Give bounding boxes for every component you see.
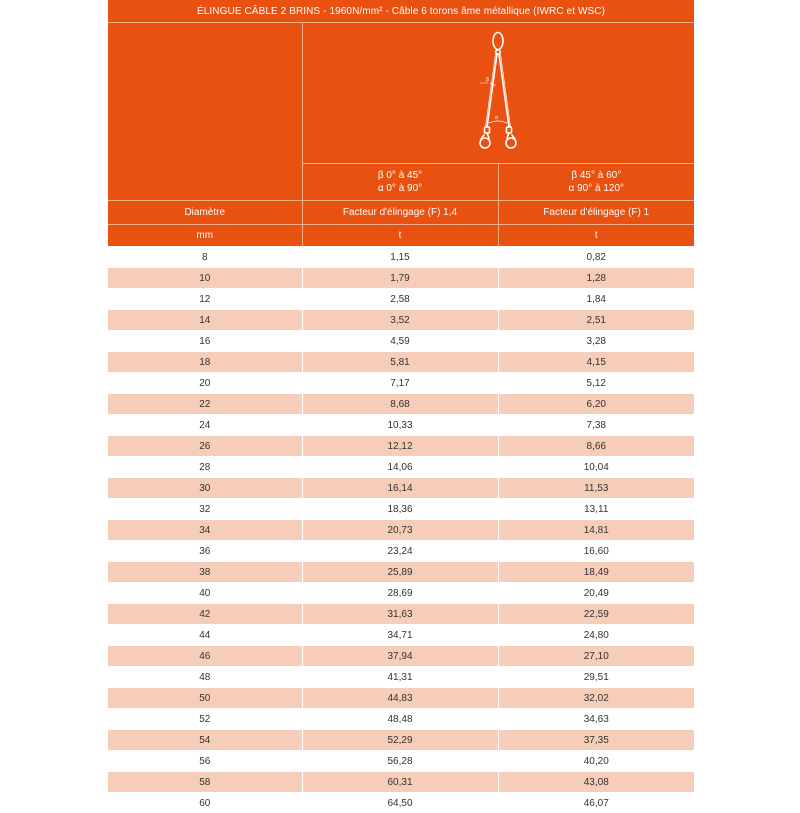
diameter-cell: 48 [108,667,302,688]
table-row [108,751,694,772]
load-cell-factor-2: 11,53 [498,478,694,499]
sling-figure-cell [302,23,694,164]
table-row [108,352,694,373]
angle-range-2 [498,164,694,201]
beta-range-1: β 0° à 45° [303,169,498,182]
table-row [108,310,694,331]
factor-header-2: Facteur d'élingage (F) 1 [498,201,694,225]
table-row [108,688,694,709]
table-row [108,583,694,604]
diameter-cell: 14 [108,310,302,331]
table-row [108,520,694,541]
alpha-range-1: α 0° à 90° [303,182,498,195]
load-cell-factor-2: 1,84 [498,289,694,310]
table-row [108,268,694,289]
load-cell-factor-2: 5,12 [498,373,694,394]
load-cell-factor-1: 31,63 [302,604,498,625]
load-cell-factor-1: 23,24 [302,541,498,562]
table-row [108,331,694,352]
load-cell-factor-1: 34,71 [302,625,498,646]
diameter-cell: 50 [108,688,302,709]
diameter-cell: 16 [108,331,302,352]
load-cell-factor-2: 7,38 [498,415,694,436]
load-cell-factor-1: 48,48 [302,709,498,730]
diameter-cell: 60 [108,793,302,813]
table-row [108,625,694,646]
load-cell-factor-2: 24,80 [498,625,694,646]
table-row [108,499,694,520]
table-row [108,394,694,415]
load-cell-factor-2: 6,20 [498,394,694,415]
table-row [108,646,694,667]
diameter-cell: 34 [108,520,302,541]
diameter-cell: 44 [108,625,302,646]
diameter-cell: 32 [108,499,302,520]
unit-diameter: mm [108,225,302,247]
table-row [108,247,694,268]
diameter-cell: 20 [108,373,302,394]
table-row [108,667,694,688]
table-row [108,793,694,813]
unit-load-2: t [498,225,694,247]
load-cell-factor-1: 18,36 [302,499,498,520]
load-cell-factor-2: 8,66 [498,436,694,457]
diameter-cell: 46 [108,646,302,667]
alpha-range-2: α 90° à 120° [499,182,695,195]
load-cell-factor-1: 64,50 [302,793,498,813]
table-row [108,562,694,583]
load-cell-factor-1: 37,94 [302,646,498,667]
load-cell-factor-1: 4,59 [302,331,498,352]
angle-range-1 [302,164,498,201]
diameter-cell: 22 [108,394,302,415]
load-cell-factor-1: 56,28 [302,751,498,772]
load-cell-factor-1: 12,12 [302,436,498,457]
table-row [108,730,694,751]
load-cell-factor-1: 41,31 [302,667,498,688]
load-cell-factor-2: 37,35 [498,730,694,751]
load-cell-factor-2: 46,07 [498,793,694,813]
load-cell-factor-1: 1,15 [302,247,498,268]
table-row [108,457,694,478]
load-cell-factor-1: 7,17 [302,373,498,394]
load-cell-factor-2: 2,51 [498,310,694,331]
master-link-icon [493,32,503,49]
load-cell-factor-2: 32,02 [498,688,694,709]
load-cell-factor-2: 22,59 [498,604,694,625]
table-title: ÉLINGUE CÂBLE 2 BRINS - 1960N/mm² - Câble 6 torons âme métallique (IWRC et WSC) [108,0,694,23]
diameter-cell: 42 [108,604,302,625]
load-cell-factor-2: 3,28 [498,331,694,352]
factor-header-1: Facteur d'élingage (F) 1,4 [302,201,498,225]
load-cell-factor-2: 20,49 [498,583,694,604]
header-blank-cell [108,23,302,201]
load-cell-factor-2: 10,04 [498,457,694,478]
diameter-cell: 54 [108,730,302,751]
table-row [108,478,694,499]
load-cell-factor-1: 14,06 [302,457,498,478]
diameter-cell: 8 [108,247,302,268]
load-cell-factor-1: 16,14 [302,478,498,499]
diameter-cell: 26 [108,436,302,457]
load-cell-factor-1: 60,31 [302,772,498,793]
load-cell-factor-1: 5,81 [302,352,498,373]
column-label-row [108,201,694,225]
load-cell-factor-1: 1,79 [302,268,498,289]
diameter-cell: 56 [108,751,302,772]
load-cell-factor-2: 40,20 [498,751,694,772]
table-row [108,709,694,730]
load-cell-factor-1: 28,69 [302,583,498,604]
diameter-cell: 12 [108,289,302,310]
load-cell-factor-2: 13,11 [498,499,694,520]
load-cell-factor-1: 2,58 [302,289,498,310]
figure-row [108,23,694,164]
table-row [108,289,694,310]
unit-row [108,225,694,247]
table-row [108,772,694,793]
diameter-cell: 40 [108,583,302,604]
diameter-cell: 28 [108,457,302,478]
alpha-label: α [495,115,499,121]
table-row [108,373,694,394]
load-cell-factor-2: 29,51 [498,667,694,688]
load-cell-factor-2: 0,82 [498,247,694,268]
load-cell-factor-1: 52,29 [302,730,498,751]
beta-range-2: β 45° à 60° [499,169,695,182]
table-title-row [108,0,694,23]
beta-label: β [486,77,489,83]
load-cell-factor-2: 14,81 [498,520,694,541]
diameter-cell: 38 [108,562,302,583]
load-cell-factor-2: 27,10 [498,646,694,667]
two-leg-sling-icon [468,31,528,156]
load-cell-factor-1: 10,33 [302,415,498,436]
load-cell-factor-1: 8,68 [302,394,498,415]
load-cell-factor-2: 4,15 [498,352,694,373]
diameter-cell: 10 [108,268,302,289]
diameter-header: Diamètre [108,201,302,225]
diameter-cell: 58 [108,772,302,793]
diameter-cell: 18 [108,352,302,373]
table-row [108,436,694,457]
table-row [108,415,694,436]
load-cell-factor-2: 18,49 [498,562,694,583]
unit-load-1: t [302,225,498,247]
table-row [108,541,694,562]
load-cell-factor-1: 3,52 [302,310,498,331]
load-cell-factor-2: 43,08 [498,772,694,793]
diameter-cell: 36 [108,541,302,562]
load-cell-factor-2: 16,60 [498,541,694,562]
load-cell-factor-1: 20,73 [302,520,498,541]
load-cell-factor-2: 34,63 [498,709,694,730]
diameter-cell: 30 [108,478,302,499]
load-cell-factor-2: 1,28 [498,268,694,289]
load-cell-factor-1: 25,89 [302,562,498,583]
sling-load-table-sheet [108,0,694,813]
diameter-cell: 52 [108,709,302,730]
load-cell-factor-1: 44,83 [302,688,498,709]
sling-load-table [108,0,694,813]
diameter-cell: 24 [108,415,302,436]
table-row [108,604,694,625]
